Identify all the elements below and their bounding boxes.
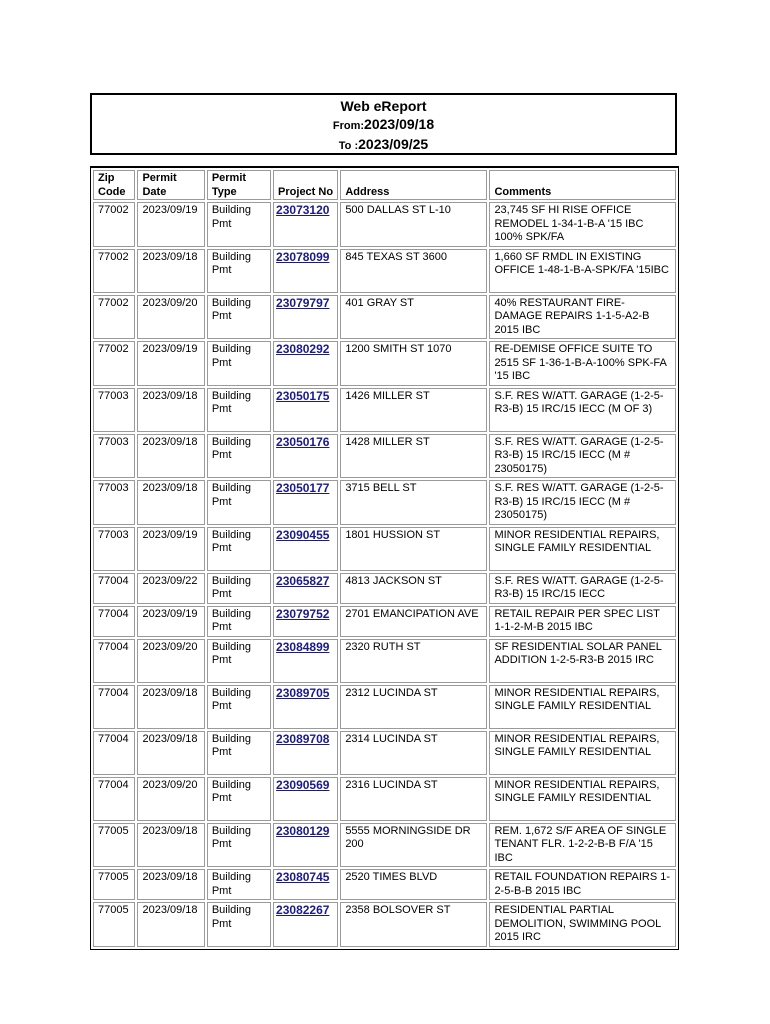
report-title: Web eReport bbox=[340, 98, 427, 114]
col-header-address: Address bbox=[340, 170, 487, 200]
cell-zip-code: 77004 bbox=[93, 685, 135, 729]
cell-project-no bbox=[273, 777, 338, 821]
cell-address: 1428 MILLER ST bbox=[340, 434, 487, 479]
cell-address: 2316 LUCINDA ST bbox=[340, 777, 487, 821]
cell-address: 2701 EMANCIPATION AVE bbox=[340, 606, 487, 637]
cell-zip-code: 77003 bbox=[93, 434, 135, 479]
table-row bbox=[93, 341, 676, 386]
cell-address: 2358 BOLSOVER ST bbox=[340, 902, 487, 947]
cell-address: 4813 JACKSON ST bbox=[340, 573, 487, 604]
cell-permit-date: 2023/09/19 bbox=[137, 527, 204, 571]
cell-project-no bbox=[273, 480, 338, 525]
table-row bbox=[93, 823, 676, 868]
cell-zip-code: 77004 bbox=[93, 573, 135, 604]
cell-permit-date: 2023/09/18 bbox=[137, 902, 204, 947]
cell-permit-date: 2023/09/18 bbox=[137, 388, 204, 432]
col-header-zip: Zip Code bbox=[93, 170, 135, 200]
cell-address: 1801 HUSSION ST bbox=[340, 527, 487, 571]
cell-comments: MINOR RESIDENTIAL REPAIRS, SINGLE FAMILY RESIDENTIAL bbox=[489, 527, 676, 571]
cell-permit-type: Building Pmt bbox=[207, 249, 271, 293]
table-row bbox=[93, 606, 676, 637]
cell-comments: RESIDENTIAL PARTIAL DEMOLITION, SWIMMING POOL 2015 IRC bbox=[489, 902, 676, 947]
project-link[interactable]: 23079752 bbox=[276, 606, 330, 621]
project-link[interactable]: 23073120 bbox=[276, 203, 330, 217]
cell-zip-code: 77005 bbox=[93, 869, 135, 900]
project-link[interactable]: 23089705 bbox=[276, 685, 330, 700]
cell-permit-date: 2023/09/18 bbox=[137, 434, 204, 479]
cell-address: 5555 MORNINGSIDE DR 200 bbox=[340, 823, 487, 868]
project-link[interactable]: 23080292 bbox=[276, 342, 330, 356]
cell-permit-type: Building Pmt bbox=[207, 731, 271, 775]
cell-zip-code: 77002 bbox=[93, 249, 135, 293]
from-date: 2023/09/18 bbox=[364, 116, 435, 132]
project-link[interactable]: 23089708 bbox=[276, 731, 330, 746]
cell-comments: MINOR RESIDENTIAL REPAIRS, SINGLE FAMILY RESIDENTIAL bbox=[489, 685, 676, 729]
cell-address: 2312 LUCINDA ST bbox=[340, 685, 487, 729]
table-row bbox=[93, 685, 676, 729]
cell-permit-date: 2023/09/20 bbox=[137, 295, 204, 340]
cell-comments: 1,660 SF RMDL IN EXISTING OFFICE 1-48-1-B-A-SPK/FA '15IBC bbox=[489, 249, 676, 293]
cell-address: 500 DALLAS ST L-10 bbox=[340, 202, 487, 247]
cell-address: 2320 RUTH ST bbox=[340, 639, 487, 683]
table-row bbox=[93, 527, 676, 571]
report-header bbox=[90, 93, 677, 155]
project-link[interactable]: 23065827 bbox=[276, 573, 330, 588]
project-link[interactable]: 23090455 bbox=[276, 527, 330, 542]
cell-permit-type: Building Pmt bbox=[207, 527, 271, 571]
table-row bbox=[93, 639, 676, 683]
to-label: To : bbox=[338, 140, 359, 152]
cell-comments: REM. 1,672 S/F AREA OF SINGLE TENANT FLR. 1-2-2-B-B F/A '15 IBC bbox=[489, 823, 676, 868]
cell-zip-code: 77004 bbox=[93, 639, 135, 683]
cell-permit-date: 2023/09/20 bbox=[137, 639, 204, 683]
cell-project-no bbox=[273, 573, 338, 604]
cell-permit-date: 2023/09/19 bbox=[137, 202, 204, 247]
cell-comments: 40% RESTAURANT FIRE-DAMAGE REPAIRS 1-1-5-A2-B 2015 IBC bbox=[489, 295, 676, 340]
cell-project-no bbox=[273, 685, 338, 729]
cell-permit-date: 2023/09/18 bbox=[137, 249, 204, 293]
cell-zip-code: 77005 bbox=[93, 823, 135, 868]
cell-permit-date: 2023/09/18 bbox=[137, 685, 204, 729]
project-link[interactable]: 23050177 bbox=[276, 481, 330, 495]
cell-permit-type: Building Pmt bbox=[207, 434, 271, 479]
table-row bbox=[93, 902, 676, 947]
cell-zip-code: 77003 bbox=[93, 527, 135, 571]
cell-address: 2520 TIMES BLVD bbox=[340, 869, 487, 900]
cell-comments: 23,745 SF HI RISE OFFICE REMODEL 1-34-1-B-A '15 IBC 100% SPK/FA bbox=[489, 202, 676, 247]
project-link[interactable]: 23079797 bbox=[276, 295, 330, 310]
to-date: 2023/09/25 bbox=[358, 136, 429, 152]
cell-zip-code: 77004 bbox=[93, 606, 135, 637]
cell-comments: SF RESIDENTIAL SOLAR PANEL ADDITION 1-2-5-R3-B 2015 IRC bbox=[489, 639, 676, 683]
project-link[interactable]: 23050176 bbox=[276, 434, 330, 449]
cell-project-no bbox=[273, 823, 338, 868]
cell-comments: S.F. RES W/ATT. GARAGE (1-2-5-R3-B) 15 IRC/15 IECC (M OF 3) bbox=[489, 388, 676, 432]
cell-permit-type: Building Pmt bbox=[207, 823, 271, 868]
cell-comments: RE-DEMISE OFFICE SUITE TO 2515 SF 1-36-1-B-A-100% SPK-FA '15 IBC bbox=[489, 341, 676, 386]
project-link[interactable]: 23082267 bbox=[276, 903, 330, 917]
cell-zip-code: 77002 bbox=[93, 295, 135, 340]
cell-project-no bbox=[273, 434, 338, 479]
permit-table bbox=[90, 166, 679, 950]
cell-zip-code: 77002 bbox=[93, 341, 135, 386]
cell-permit-type: Building Pmt bbox=[207, 685, 271, 729]
cell-comments: MINOR RESIDENTIAL REPAIRS, SINGLE FAMILY RESIDENTIAL bbox=[489, 777, 676, 821]
cell-permit-type: Building Pmt bbox=[207, 202, 271, 247]
table-row bbox=[93, 869, 676, 900]
cell-address: 401 GRAY ST bbox=[340, 295, 487, 340]
table-row bbox=[93, 480, 676, 525]
cell-zip-code: 77004 bbox=[93, 731, 135, 775]
cell-permit-type: Building Pmt bbox=[207, 869, 271, 900]
cell-zip-code: 77002 bbox=[93, 202, 135, 247]
cell-zip-code: 77005 bbox=[93, 902, 135, 947]
table-row bbox=[93, 777, 676, 821]
cell-permit-type: Building Pmt bbox=[207, 573, 271, 604]
project-link[interactable]: 23080745 bbox=[276, 870, 330, 884]
cell-zip-code: 77003 bbox=[93, 388, 135, 432]
cell-permit-date: 2023/09/18 bbox=[137, 731, 204, 775]
cell-permit-type: Building Pmt bbox=[207, 606, 271, 637]
cell-permit-date: 2023/09/18 bbox=[137, 869, 204, 900]
cell-permit-date: 2023/09/18 bbox=[137, 823, 204, 868]
cell-permit-date: 2023/09/22 bbox=[137, 573, 204, 604]
cell-address: 3715 BELL ST bbox=[340, 480, 487, 525]
cell-address: 2314 LUCINDA ST bbox=[340, 731, 487, 775]
cell-permit-type: Building Pmt bbox=[207, 777, 271, 821]
project-link[interactable]: 23050175 bbox=[276, 388, 330, 403]
cell-project-no bbox=[273, 341, 338, 386]
cell-project-no bbox=[273, 527, 338, 571]
cell-comments: RETAIL FOUNDATION REPAIRS 1-2-5-B-B 2015 IBC bbox=[489, 869, 676, 900]
cell-comments: S.F. RES W/ATT. GARAGE (1-2-5-R3-B) 15 IRC/15 IECC (M # 23050175) bbox=[489, 434, 676, 479]
cell-zip-code: 77003 bbox=[93, 480, 135, 525]
table-row bbox=[93, 388, 676, 432]
table-row bbox=[93, 434, 676, 479]
cell-project-no bbox=[273, 731, 338, 775]
table-header-row bbox=[93, 170, 676, 200]
project-link[interactable]: 23080129 bbox=[276, 823, 330, 838]
cell-comments: RETAIL REPAIR PER SPEC LIST 1-1-2-M-B 2015 IBC bbox=[489, 606, 676, 637]
cell-comments: MINOR RESIDENTIAL REPAIRS, SINGLE FAMILY RESIDENTIAL bbox=[489, 731, 676, 775]
cell-project-no bbox=[273, 295, 338, 340]
to-line bbox=[92, 135, 675, 155]
cell-project-no bbox=[273, 869, 338, 900]
table-row bbox=[93, 573, 676, 604]
col-header-permit-type: Permit Type bbox=[207, 170, 271, 200]
from-label: From: bbox=[332, 120, 365, 132]
col-header-comments: Comments bbox=[489, 170, 676, 200]
cell-address: 845 TEXAS ST 3600 bbox=[340, 249, 487, 293]
cell-comments: S.F. RES W/ATT. GARAGE (1-2-5-R3-B) 15 IRC/15 IECC (M # 23050175) bbox=[489, 480, 676, 525]
cell-project-no bbox=[273, 388, 338, 432]
cell-permit-type: Building Pmt bbox=[207, 388, 271, 432]
cell-project-no bbox=[273, 249, 338, 293]
cell-permit-type: Building Pmt bbox=[207, 480, 271, 525]
col-header-project-no: Project No bbox=[273, 170, 338, 200]
col-header-permit-date: Permit Date bbox=[137, 170, 204, 200]
cell-address: 1426 MILLER ST bbox=[340, 388, 487, 432]
cell-permit-date: 2023/09/19 bbox=[137, 606, 204, 637]
project-link[interactable]: 23078099 bbox=[276, 249, 330, 264]
project-link[interactable]: 23084899 bbox=[276, 639, 330, 654]
cell-permit-date: 2023/09/19 bbox=[137, 341, 204, 386]
cell-project-no bbox=[273, 606, 338, 637]
cell-permit-type: Building Pmt bbox=[207, 902, 271, 947]
cell-project-no bbox=[273, 902, 338, 947]
cell-permit-type: Building Pmt bbox=[207, 341, 271, 386]
table-row bbox=[93, 249, 676, 293]
cell-project-no bbox=[273, 202, 338, 247]
cell-address: 1200 SMITH ST 1070 bbox=[340, 341, 487, 386]
project-link[interactable]: 23090569 bbox=[276, 777, 330, 792]
cell-zip-code: 77004 bbox=[93, 777, 135, 821]
cell-permit-type: Building Pmt bbox=[207, 639, 271, 683]
cell-project-no bbox=[273, 639, 338, 683]
cell-comments: S.F. RES W/ATT. GARAGE (1-2-5-R3-B) 15 IRC/15 IECC bbox=[489, 573, 676, 604]
table-row bbox=[93, 731, 676, 775]
cell-permit-date: 2023/09/20 bbox=[137, 777, 204, 821]
cell-permit-type: Building Pmt bbox=[207, 295, 271, 340]
table-row bbox=[93, 295, 676, 340]
cell-permit-date: 2023/09/18 bbox=[137, 480, 204, 525]
from-line bbox=[92, 115, 675, 135]
table-row bbox=[93, 202, 676, 247]
